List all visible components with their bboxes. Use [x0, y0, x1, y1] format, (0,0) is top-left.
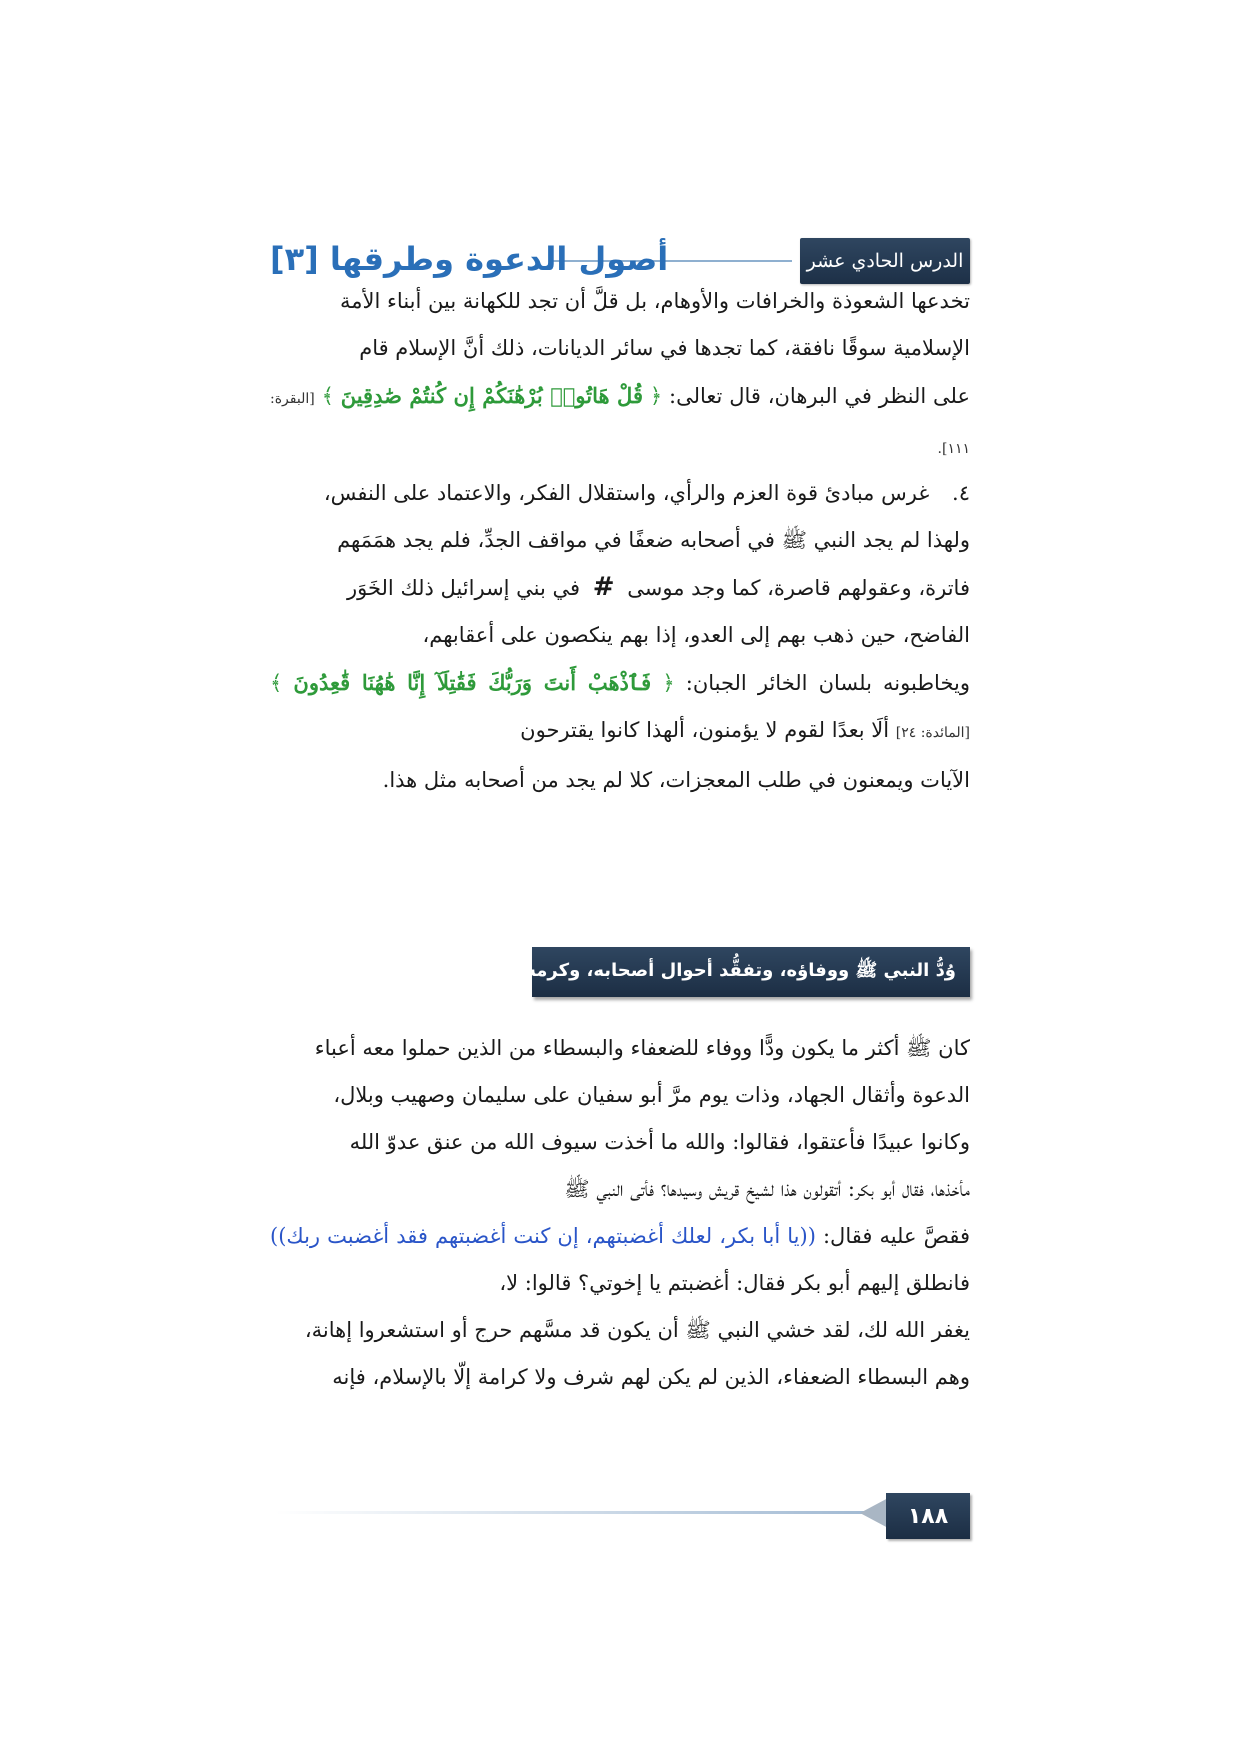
text-line — [270, 372, 970, 473]
text-line: كان ﷺ أكثر ما يكون ودًّا ووفاء للضعفاء والبسطاء من الذين حملوا معه أعباء — [314, 1036, 970, 1060]
text-line: الإسلامية سوقًا نافقة، كما تجدها في سائر الديانات، ذلك أنَّ الإسلام قام — [359, 336, 970, 360]
book-title: أصول الدعوة وطرقها [٣] — [270, 240, 669, 278]
text-span: فاترة، وعقولهم قاصرة، كما وجد موسى — [627, 576, 970, 600]
paragraph-body — [270, 1025, 970, 1401]
list-number: ٤. — [952, 481, 970, 505]
text-span: في بني إسرائيل ذلك الخَوَر — [346, 576, 581, 600]
text-line: وهم البسطاء الضعفاء، الذين لم يكن لهم شرف ولا كرامة إلّا بالإسلام، فإنه — [332, 1365, 970, 1389]
lesson-label: الدرس الحادي عشر — [800, 238, 970, 284]
text-line: مأخذها، فقال أبو بكر: أتقولون هذا لشيخ قريش وسيدها؟ فأتى النبي ﷺ — [564, 1177, 970, 1201]
quran-brace-close: ﴾ — [270, 671, 283, 695]
footer-divider — [275, 1511, 885, 1514]
text-line: الآيات ويمعنون في طلب المعجزات، كلا لم يجد من أصحابه مثل هذا. — [382, 768, 970, 792]
quran-verse: قُلْ هَاتُوا۟ بُرْهَٰنَكُمْ إِن كُنتُمْ صَٰدِقِينَ — [340, 383, 643, 408]
text-span: ألَا بعدًا لقوم لا يؤمنون، ألهذا كانوا يقترحون — [520, 718, 890, 742]
verse-reference: [المائدة: ٢٤] — [895, 725, 970, 741]
list-item-4 — [270, 470, 970, 804]
text-line: وكانوا عبيدًا فأعتقوا، فقالوا: والله ما أخذت سيوف الله من عنق عدوّ الله — [349, 1130, 970, 1154]
section-title: وُدُّ النبي ﷺ ووفاؤه، وتفقُّد أحوال أصحابه، وكرمه — [525, 960, 956, 981]
honorific-symbol: # — [592, 572, 615, 602]
text-line — [270, 1213, 970, 1307]
quran-brace-open: ﴿ — [649, 384, 663, 408]
text-span: فقصَّ عليه فقال: — [815, 1224, 970, 1248]
text-span: ويخاطبونه بلسان الخائر الجبان: — [674, 671, 970, 695]
text-line: يغفر الله لك، لقد خشي النبي ﷺ أن يكون قد مسَّهم حرج أو استشعروا إهانة، — [304, 1318, 970, 1342]
page-number: ١٨٨ — [886, 1493, 970, 1539]
verse-reference: [البقرة: ١١١]. — [270, 391, 970, 457]
text-span: غرس مبادئ قوة العزم والرأي، واستقلال الفكر، والاعتماد على النفس، — [323, 481, 930, 505]
text-line — [270, 470, 970, 517]
quran-verse: فَٱذْهَبْ أَنتَ وَرَبُّكَ فَقَٰتِلَآ إِنَّا هَٰهُنَا قَٰعِدُونَ — [293, 670, 652, 695]
quran-brace-close: ﴾ — [321, 384, 334, 408]
section-heading — [525, 947, 970, 997]
paragraph-continuation — [270, 278, 970, 473]
text-line: ولهذا لم يجد النبي ﷺ في أصحابه ضعفًا في مواقف الجدِّ، فلم يجد همَمَهم — [337, 528, 970, 552]
text-line: تخدعها الشعوذة والخرافات والأوهام، بل قلَّ أن تجد للكهانة بين أبناء الأمة — [340, 289, 970, 313]
text-line — [270, 659, 970, 757]
text-line: الفاضح، حين ذهب بهم إلى العدو، إذا بهم ينكصون على أعقابهم، — [422, 623, 970, 647]
text-span: على النظر في البرهان، قال تعالى: — [662, 384, 971, 408]
text-line: الدعوة وأثقال الجهاد، وذات يوم مرَّ أبو سفيان على سليمان وصهيب وبلال، — [333, 1083, 970, 1107]
text-span: فانطلق إليهم أبو بكر فقال: أغضبتم يا إخوتي؟ قالوا: لا، — [499, 1271, 970, 1295]
quran-brace-open: ﴿ — [662, 671, 675, 695]
text-line — [270, 564, 970, 612]
hadith-quote: ((يا أبا بكر، لعلك أغضبتهم، إن كنت أغضبتهم فقد أغضبت ربك)) — [270, 1224, 816, 1248]
